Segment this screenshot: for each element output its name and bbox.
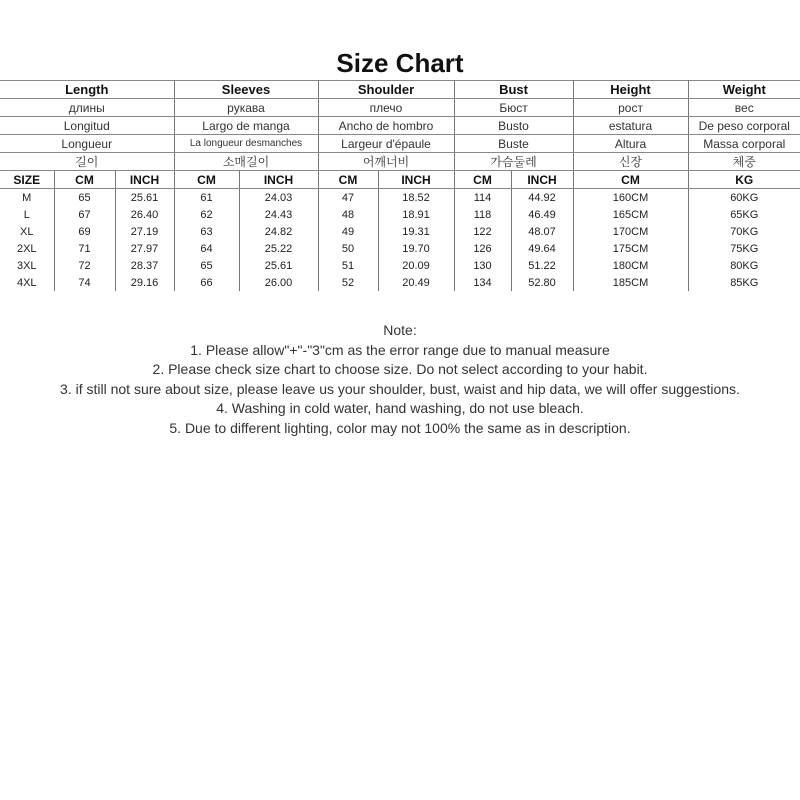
cell-sleeves-inch: 25.22 [239, 240, 318, 257]
header-shoulder-ko: 어깨너비 [318, 153, 454, 171]
cell-length-inch: 26.40 [115, 206, 174, 223]
header-height: Height [573, 81, 688, 99]
table-row [0, 189, 800, 207]
header-row-russian [0, 99, 800, 117]
unit-header-shoulder-inch: INCH [378, 171, 454, 189]
header-bust-es: Busto [454, 117, 573, 135]
cell-weight-kg: 80KG [688, 257, 800, 274]
cell-shoulder-inch: 18.52 [378, 189, 454, 207]
cell-bust-inch: 44.92 [511, 189, 573, 207]
cell-height-cm: 175CM [573, 240, 688, 257]
cell-bust-cm: 130 [454, 257, 511, 274]
cell-sleeves-inch: 26.00 [239, 274, 318, 291]
note-item: 1. Please allow"+"-"3"cm as the error range due to manual measure [190, 341, 610, 358]
cell-height-cm: 170CM [573, 223, 688, 240]
note-item: 4. Washing in cold water, hand washing, do not use bleach. [216, 400, 584, 416]
table-row [0, 240, 800, 257]
header-sleeves: Sleeves [174, 81, 318, 99]
cell-sleeves-inch: 24.82 [239, 223, 318, 240]
header-sleeves-es: Largo de manga [174, 117, 318, 135]
cell-length-cm: 74 [54, 274, 115, 291]
header-length-fr: Longueur [0, 135, 174, 153]
cell-length-inch: 25.61 [115, 189, 174, 207]
cell-weight-kg: 75KG [688, 240, 800, 257]
note-item: 5. Due to different lighting, color may not 100% the same as in description. [169, 419, 631, 436]
cell-height-cm: 165CM [573, 206, 688, 223]
cell-length-inch: 28.37 [115, 257, 174, 274]
cell-sleeves-inch: 24.03 [239, 189, 318, 207]
header-shoulder-es: Ancho de hombro [318, 117, 454, 135]
header-height-ru: рост [573, 99, 688, 117]
note-item: 3. if still not sure about size, please leave us your shoulder, bust, waist and hip data, we will offer suggestions. [60, 380, 740, 397]
header-row-korean [0, 153, 800, 171]
header-sleeves-ru: рукава [174, 99, 318, 117]
cell-sleeves-inch: 25.61 [239, 257, 318, 274]
cell-sleeves-inch: 24.43 [239, 206, 318, 223]
header-shoulder-fr: Largeur d'épaule [318, 135, 454, 153]
header-sleeves-fr: La longueur desmanches [174, 135, 318, 153]
header-bust: Bust [454, 81, 573, 99]
cell-length-inch: 27.97 [115, 240, 174, 257]
cell-weight-kg: 60KG [688, 189, 800, 207]
cell-shoulder-inch: 20.09 [378, 257, 454, 274]
header-weight-ko: 체중 [688, 153, 800, 171]
cell-length-cm: 72 [54, 257, 115, 274]
cell-bust-inch: 46.49 [511, 206, 573, 223]
table-row [0, 223, 800, 240]
cell-bust-inch: 49.64 [511, 240, 573, 257]
cell-shoulder-inch: 19.70 [378, 240, 454, 257]
unit-header-height-cm: CM [573, 171, 688, 189]
table-row [0, 257, 800, 274]
cell-shoulder-cm: 48 [318, 206, 378, 223]
cell-shoulder-inch: 19.31 [378, 223, 454, 240]
unit-header-shoulder-cm: CM [318, 171, 378, 189]
cell-size: 4XL [0, 274, 54, 291]
cell-weight-kg: 70KG [688, 223, 800, 240]
header-bust-fr: Buste [454, 135, 573, 153]
header-row-labels [0, 81, 800, 99]
unit-header-length-inch: INCH [115, 171, 174, 189]
cell-sleeves-cm: 62 [174, 206, 239, 223]
cell-length-cm: 65 [54, 189, 115, 207]
header-bust-ko: 가슴둘레 [454, 153, 573, 171]
cell-size: XL [0, 223, 54, 240]
cell-height-cm: 180CM [573, 257, 688, 274]
cell-length-cm: 67 [54, 206, 115, 223]
header-weight: Weight [688, 81, 800, 99]
header-height-ko: 신장 [573, 153, 688, 171]
cell-height-cm: 185CM [573, 274, 688, 291]
header-bust-ru: Бюст [454, 99, 573, 117]
table-row [0, 274, 800, 291]
cell-size: M [0, 189, 54, 207]
cell-bust-cm: 114 [454, 189, 511, 207]
unit-header-sleeves-inch: INCH [239, 171, 318, 189]
cell-weight-kg: 65KG [688, 206, 800, 223]
cell-size: 3XL [0, 257, 54, 274]
header-row-french [0, 135, 800, 153]
cell-sleeves-cm: 64 [174, 240, 239, 257]
cell-shoulder-inch: 20.49 [378, 274, 454, 291]
cell-bust-inch: 52.80 [511, 274, 573, 291]
cell-size: 2XL [0, 240, 54, 257]
cell-length-inch: 29.16 [115, 274, 174, 291]
cell-bust-inch: 48.07 [511, 223, 573, 240]
cell-length-cm: 71 [54, 240, 115, 257]
unit-header-bust-cm: CM [454, 171, 511, 189]
unit-header-sleeves-cm: CM [174, 171, 239, 189]
header-weight-es: De peso corporal [688, 117, 800, 135]
cell-bust-cm: 126 [454, 240, 511, 257]
unit-header-bust-inch: INCH [511, 171, 573, 189]
note-item: 2. Please check size chart to choose size. Do not select according to your habit. [152, 361, 648, 377]
cell-shoulder-cm: 49 [318, 223, 378, 240]
cell-bust-cm: 118 [454, 206, 511, 223]
header-weight-ru: вес [688, 99, 800, 117]
cell-length-cm: 69 [54, 223, 115, 240]
unit-header-length-cm: CM [54, 171, 115, 189]
notes-section [0, 321, 800, 438]
header-shoulder: Shoulder [318, 81, 454, 99]
notes-heading: Note: [383, 322, 417, 338]
cell-shoulder-cm: 52 [318, 274, 378, 291]
header-height-fr: Altura [573, 135, 688, 153]
cell-shoulder-inch: 18.91 [378, 206, 454, 223]
cell-sleeves-cm: 65 [174, 257, 239, 274]
page-title: Size Chart [336, 48, 464, 78]
cell-sleeves-cm: 61 [174, 189, 239, 207]
header-weight-fr: Massa corporal [688, 135, 800, 153]
size-data-rows [0, 189, 800, 292]
cell-length-inch: 27.19 [115, 223, 174, 240]
cell-sleeves-cm: 66 [174, 274, 239, 291]
cell-bust-cm: 122 [454, 223, 511, 240]
cell-size: L [0, 206, 54, 223]
unit-header-weight-kg: KG [688, 171, 800, 189]
header-row-units [0, 171, 800, 189]
cell-shoulder-cm: 51 [318, 257, 378, 274]
header-length-ko: 길이 [0, 153, 174, 171]
table-row [0, 206, 800, 223]
header-length: Length [0, 81, 174, 99]
unit-header-size: SIZE [0, 171, 54, 189]
size-chart-table [0, 80, 800, 291]
cell-weight-kg: 85KG [688, 274, 800, 291]
header-length-ru: длины [0, 99, 174, 117]
header-length-es: Longitud [0, 117, 174, 135]
cell-shoulder-cm: 50 [318, 240, 378, 257]
header-sleeves-ko: 소매길이 [174, 153, 318, 171]
cell-shoulder-cm: 47 [318, 189, 378, 207]
header-row-spanish [0, 117, 800, 135]
header-height-es: estatura [573, 117, 688, 135]
header-shoulder-ru: плечо [318, 99, 454, 117]
cell-height-cm: 160CM [573, 189, 688, 207]
cell-sleeves-cm: 63 [174, 223, 239, 240]
cell-bust-cm: 134 [454, 274, 511, 291]
cell-bust-inch: 51.22 [511, 257, 573, 274]
